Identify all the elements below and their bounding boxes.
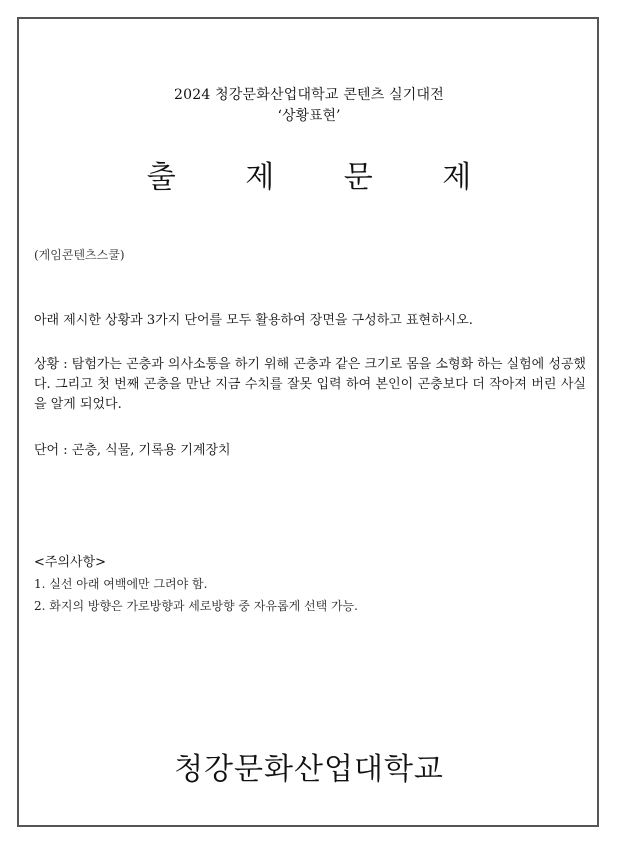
page-border (17, 17, 599, 827)
school-name: 청강문화산업대학교 (174, 752, 444, 787)
instruction-text: 아래 제시한 상황과 3가지 단어를 모두 활용하여 장면을 구성하고 표현하시오. (34, 313, 473, 328)
caution-item-2: 2. 화지의 방향은 가로방향과 세로방향 중 자유롭게 선택 가능. (34, 599, 358, 613)
contest-title: 2024 청강문화산업대학교 콘텐츠 실기대전 (174, 87, 444, 103)
caution-item-1: 1. 실선 아래 여백에만 그려야 함. (34, 577, 208, 591)
keywords-text: 단어 : 곤충, 식물, 기록용 기계장치 (34, 443, 231, 458)
department-label: (게임콘텐츠스쿨) (34, 248, 125, 262)
situation-text: 상황 : 탐험가는 곤충과 의사소통을 하기 위해 곤충과 같은 크기로 몸을 소형화 하는 실험에 성공했다. 그리고 첫 번째 곤충을 만난 지금 수치를 잘못 입력 하여 본인이 곤충보다 더 작아져 버린 사실을 알게 되었다. (34, 357, 586, 412)
exam-title: 출 제 문 제 (146, 160, 502, 195)
caution-heading: <주의사항> (34, 555, 107, 570)
contest-subtitle: ‘상황표현’ (277, 108, 341, 124)
